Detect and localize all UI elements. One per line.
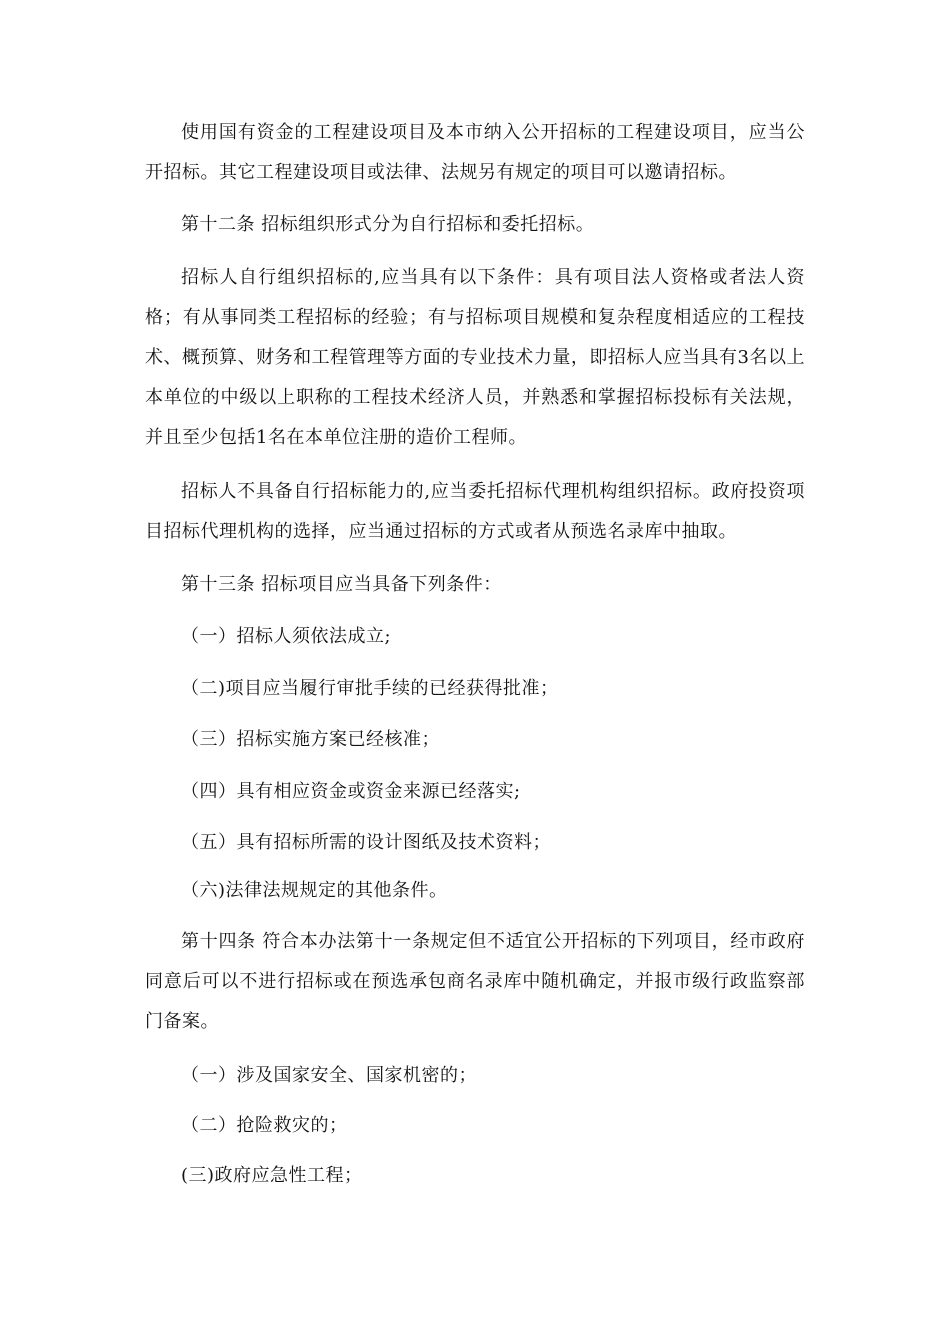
paragraph-article-12: 第十二条 招标组织形式分为自行招标和委托招标。 (181, 214, 595, 235)
list-item-condition-3: （三）招标实施方案已经核准； (181, 729, 440, 750)
list-item-exemption-1: （一）涉及国家安全、国家机密的； (181, 1065, 477, 1086)
list-item-exemption-3: (三)政府应急性工程； (181, 1165, 363, 1186)
list-item-condition-6: （六)法律法规规定的其他条件。 (181, 880, 448, 901)
paragraph-entrusted-tender: 招标人不具备自行招标能力的,应当委托招标代理机构组织招标。政府投资项目招标代理机构的选择，应当通过招标的方式或者从预选名录库中抽取。 (145, 481, 805, 542)
paragraph-article-14: 第十四条 符合本办法第十一条规定但不适宜公开招标的下列项目，经市政府同意后可以不进行招标或在预选承包商名录库中随机确定，并报市级行政监察部门备案。 (145, 931, 805, 1032)
paragraph-public-tender: 使用国有资金的工程建设项目及本市纳入公开招标的工程建设项目，应当公开招标。其它工程建设项目或法律、法规另有规定的项目可以邀请招标。 (145, 122, 805, 183)
list-item-condition-4: （四）具有相应资金或资金来源已经落实; (181, 781, 521, 802)
list-item-condition-2: （二)项目应当履行审批手续的已经获得批准； (181, 678, 559, 699)
paragraph-article-13: 第十三条 招标项目应当具备下列条件： (181, 574, 502, 595)
list-item-exemption-2: （二）抢险救灾的； (181, 1115, 348, 1136)
list-item-condition-5: （五）具有招标所需的设计图纸及技术资料； (181, 832, 551, 853)
paragraph-self-tender-conditions: 招标人自行组织招标的,应当具有以下条件：具有项目法人资格或者法人资格；有从事同类工程招标的经验；有与招标项目规模和复杂程度相适应的工程技术、概预算、财务和工程管理等方面的专业技术力量，即招标人应当具有3名以上本单位的中级以上职称的工程技术经济人员，并熟悉和掌握招标投标有关法规，并且至少包括1名在本单位注册的造价工程师。 (145, 267, 805, 448)
list-item-condition-1: （一）招标人须依法成立; (181, 626, 392, 647)
